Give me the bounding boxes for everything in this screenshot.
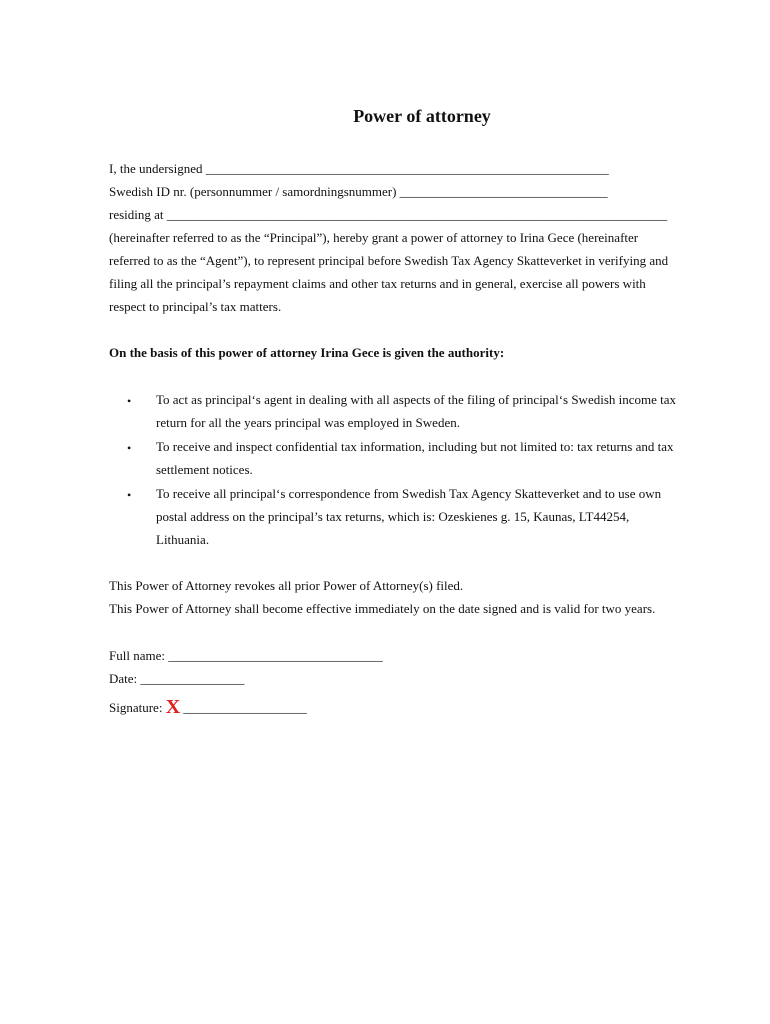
intro-paragraph-line-4: respect to principal’s tax matters. — [109, 299, 282, 314]
authority-heading: On the basis of this power of attorney Irina Gece is given the authority: — [109, 345, 505, 360]
intro-paragraph-line-3: filing all the principal’s repayment claims and other tax returns and in general, exercise all powers with — [109, 276, 646, 291]
list-item-line: To act as principal‘s agent in dealing with all aspects of the filing of principal‘s Swedish income tax — [156, 392, 677, 407]
undersigned-line: I, the undersigned ______________________________________________________________ — [109, 161, 609, 176]
list-item-line: To receive and inspect confidential tax information, including but not limited to: tax returns and tax — [156, 439, 674, 454]
date-field: Date: ________________ — [109, 671, 245, 686]
signature-label: Signature: — [109, 700, 163, 715]
intro-paragraph-line-2: referred to as the “Agent”), to represent principal before Swedish Tax Agency Skatteverket in verifying and — [109, 253, 669, 268]
document-title: Power of attorney — [353, 106, 491, 126]
bullet-icon: • — [127, 488, 132, 502]
list-item-line: To receive all principal‘s correspondence from Swedish Tax Agency Skatteverket and to use own — [156, 486, 662, 501]
intro-paragraph-line-1: (hereinafter referred to as the “Principal”), hereby grant a power of attorney to Irina Gece (hereinafter — [109, 230, 639, 245]
bullet-icon: • — [127, 394, 132, 408]
list-item-line: postal address on the principal’s tax returns, which is: Ozeskienes g. 15, Kaunas, LT44254, — [156, 509, 630, 524]
swedish-id-line: Swedish ID nr. (personnummer / samordningsnummer) ________________________________ — [109, 184, 608, 199]
signature-x-mark: X — [165, 696, 181, 718]
full-name-field: Full name: _________________________________ — [109, 648, 383, 663]
signature-blank: ___________________ — [183, 700, 307, 715]
bullet-icon: • — [127, 441, 132, 455]
revocation-statement: This Power of Attorney revokes all prior Power of Attorney(s) filed. — [109, 578, 464, 593]
signature-field — [109, 698, 307, 716]
residing-line: residing at _____________________________________________________________________________ — [109, 207, 668, 222]
list-item-line: Lithuania. — [156, 532, 210, 547]
list-item-line: settlement notices. — [156, 462, 253, 477]
list-item-line: return for all the years principal was employed in Sweden. — [156, 415, 460, 430]
effective-statement: This Power of Attorney shall become effective immediately on the date signed and is valid for two years. — [109, 601, 656, 616]
